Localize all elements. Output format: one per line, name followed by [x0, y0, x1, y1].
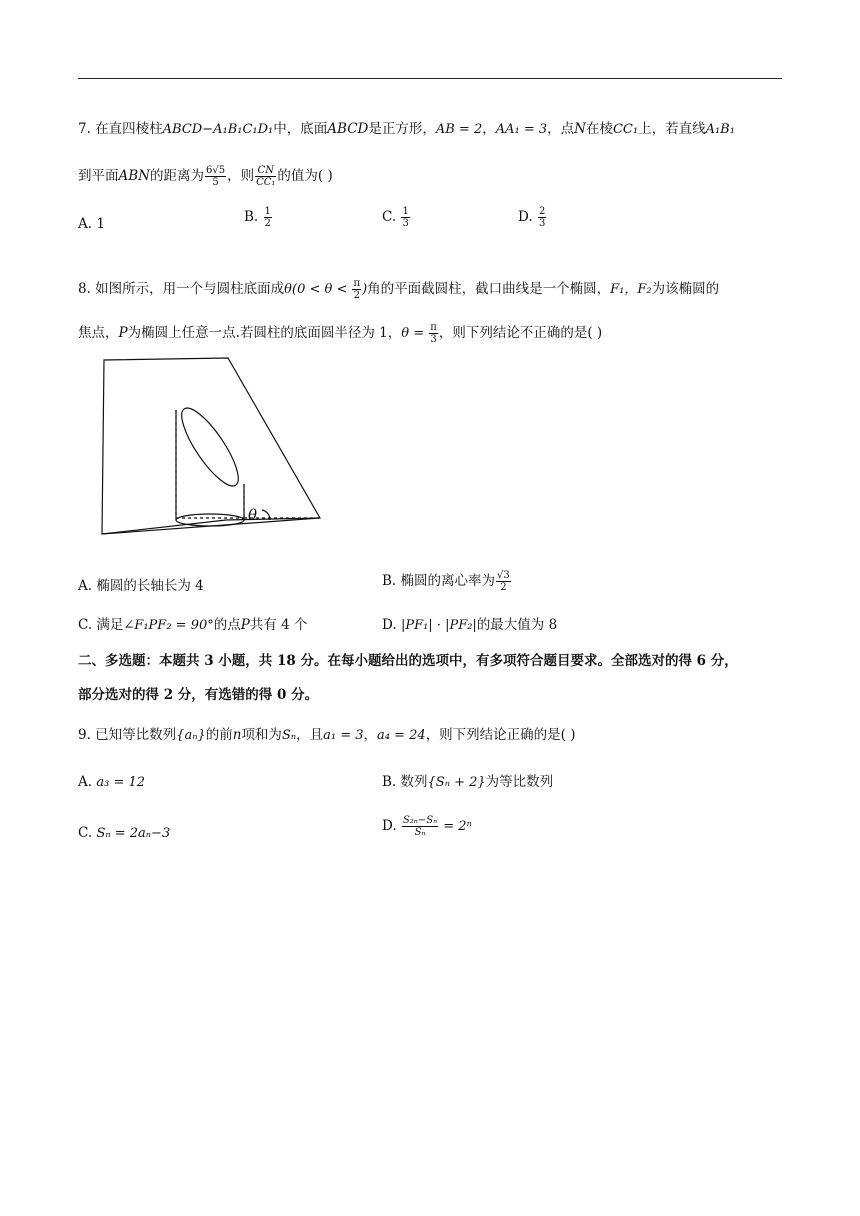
theta-label: θ: [248, 506, 258, 524]
q7-line1: 7. 在直四棱柱ABCD−A₁B₁C₁D₁中，底面ABCD是正方形，AB = 2，AA₁ = 3，点N在棱CC₁上，若直线A₁B₁: [78, 121, 735, 137]
q7-option-b: B. $\frac{1}{2}$: [244, 206, 271, 229]
section-2-heading: 二、多选题：本题共 3 小题，共 18 分。在每小题给出的选项中，有多项符合题目要求。全部选对的得 6 分，: [78, 653, 738, 669]
fraction: $\frac{CN}{\text{CC₁}}$: [256, 165, 276, 188]
q8-line2: 焦点，P为椭圆上任意一点.若圆柱的底面圆半径为 1，θ = $\frac{\pi}{3}$ ，则下列结论不正确的是( ): [78, 322, 603, 345]
q8-option-b: B. 椭圆的离心率为 $\frac{√3}{2}$: [382, 570, 510, 593]
section-2-heading-cont: 部分选对的得 2 分，有选错的得 0 分。: [78, 687, 319, 703]
q9-option-d: D. $\frac{\text{S₂ₙ−Sₙ}}{\text{Sₙ}}$ = 2ⁿ: [382, 815, 472, 838]
fraction: $\frac{6√5}{5}$: [205, 165, 226, 188]
q8-line1: 8. 如图所示，用一个与圆柱底面成θ(0 < θ < $\frac{\pi}{2}$ )角的平面截圆柱，截口曲线是一个椭圆，F₁，F₂为该椭圆的: [78, 278, 720, 301]
header-rule: [78, 78, 782, 79]
q9-line1: 9. 已知等比数列{aₙ}的前n项和为Sₙ，且a₁ = 3，a₄ = 24，则下列结论正确的是( ): [78, 727, 576, 743]
q9-option-c: C. Sₙ = 2aₙ−3: [78, 825, 171, 841]
q8-option-c: C. 满足∠F₁PF₂ = 90°的点P共有 4 个: [78, 617, 308, 633]
q9-option-b: B. 数列{Sₙ + 2}为等比数列: [382, 774, 554, 790]
q7-line2: 到平面ABN的距离为 $\frac{6√5}{5}$ ，则 $\frac{CN}{\text{CC₁}}$ 的值为( ): [78, 165, 333, 188]
q8-option-a: A. 椭圆的长轴长为 4: [78, 578, 204, 594]
cylinder-section-diagram: [98, 352, 330, 542]
q9-option-a: A. a₃ = 12: [78, 774, 146, 790]
q7-option-a: A. 1: [78, 216, 105, 232]
q7-option-d: D. $\frac{2}{3}$: [518, 206, 546, 229]
q8-option-d: D. |PF₁| · |PF₂|的最大值为 8: [382, 617, 558, 633]
q7-option-c: C. $\frac{1}{3}$: [382, 206, 409, 229]
